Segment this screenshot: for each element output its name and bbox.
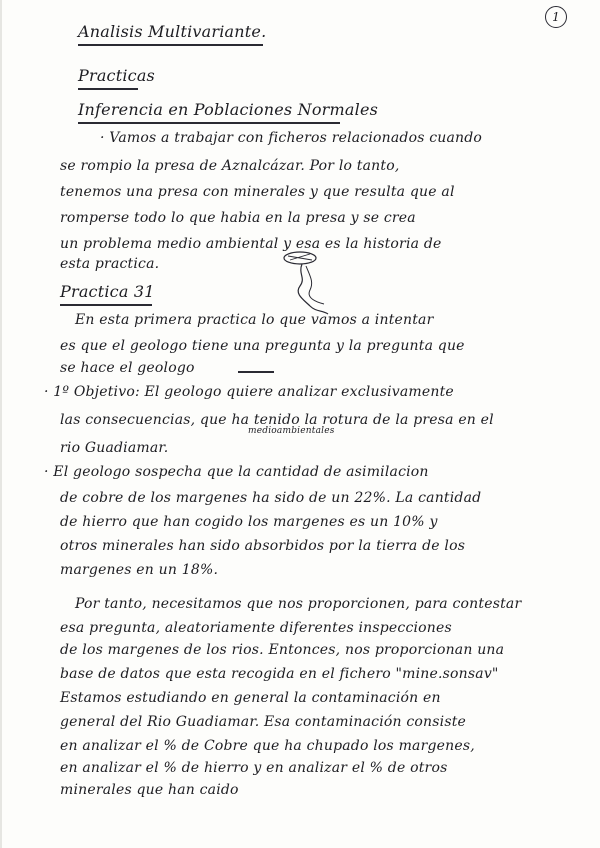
note-title: Analisis Multivariante.: [78, 22, 267, 41]
suspect-line: margenes en un 18%.: [60, 562, 219, 578]
section-underline: [78, 88, 138, 90]
suspect-line: · El geologo sospecha que la cantidad de asimilacion: [44, 464, 429, 480]
closing-line: minerales que han caido: [60, 782, 239, 798]
practice-heading: Practica 31: [60, 282, 155, 301]
title-underline: [78, 44, 263, 46]
practice-line: es que el geologo tiene una pregunta y la pregunta que: [60, 338, 465, 354]
closing-line: en analizar el % de Cobre que ha chupado los margenes,: [60, 738, 475, 754]
objective-annotation: medioambientales: [248, 426, 335, 436]
closing-line: Estamos estudiando en general la contaminación en: [60, 690, 441, 706]
suspect-line: otros minerales han sido absorbidos por la tierra de los: [60, 538, 466, 554]
closing-line: Por tanto, necesitamos que nos proporcionen, para contestar: [75, 596, 522, 612]
closing-line: esa pregunta, aleatoriamente diferentes inspecciones: [60, 620, 452, 636]
intro-line: esta practica.: [60, 256, 160, 272]
practice-line: se hace el geologo: [60, 360, 195, 376]
intro-line: · Vamos a trabajar con ficheros relacionados cuando: [100, 130, 483, 146]
closing-line: base de datos que esta recogida en el fichero "mine.sonsav": [60, 666, 499, 682]
dam-sketch-icon: [280, 248, 340, 318]
intro-line: romperse todo lo que habia en la presa y se crea: [60, 210, 416, 226]
subtitle: Inferencia en Poblaciones Normales: [78, 100, 379, 119]
objective-line: rio Guadiamar.: [60, 440, 169, 456]
closing-line: general del Rio Guadiamar. Esa contaminación consiste: [60, 714, 467, 730]
practice-underline: [60, 304, 152, 306]
objective-line: · 1º Objetivo: El geologo quiere analizar exclusivamente: [44, 384, 454, 400]
suspect-line: de cobre de los margenes ha sido de un 22%. La cantidad: [60, 490, 482, 506]
strikethrough-mark: [238, 371, 274, 373]
closing-line: de los margenes de los rios. Entonces, nos proporcionan una: [60, 642, 505, 658]
intro-line: se rompio la presa de Aznalcázar. Por lo tanto,: [60, 158, 400, 174]
intro-line: tenemos una presa con minerales y que resulta que al: [60, 184, 455, 200]
practice-line: En esta primera practica lo que vamos a intentar: [75, 312, 434, 328]
page-number: 1: [545, 6, 567, 28]
subtitle-underline: [78, 122, 340, 124]
closing-line: en analizar el % de hierro y en analizar el % de otros: [60, 760, 448, 776]
objective-line: las consecuencias, que ha tenido la rotura de la presa en el: [60, 412, 494, 428]
page-edge: [0, 0, 2, 848]
section-heading: Practicas: [78, 66, 155, 85]
suspect-line: de hierro que han cogido los margenes es un 10% y: [60, 514, 438, 530]
intro-line: un problema medio ambiental y esa es la historia de: [60, 236, 442, 252]
